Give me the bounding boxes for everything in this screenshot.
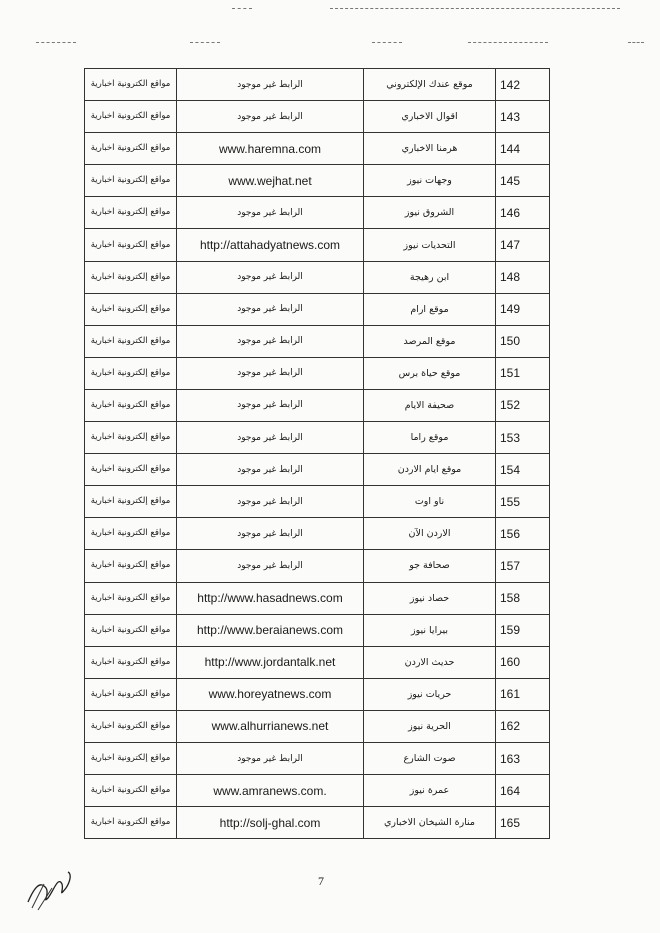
site-name: الشروق نيوز <box>364 197 496 229</box>
site-name: حديث الاردن <box>364 646 496 678</box>
table-row <box>85 518 550 550</box>
site-link: الرابط غير موجود <box>177 325 364 357</box>
site-category: مواقع الكترونية اخبارية <box>85 710 177 742</box>
site-name: الاردن الآن <box>364 518 496 550</box>
table-row <box>85 646 550 678</box>
site-link: www.alhurrianews.net <box>177 710 364 742</box>
site-category: مواقع إلكترونية اخبارية <box>85 261 177 293</box>
table-row <box>85 614 550 646</box>
row-number: 160 <box>496 646 550 678</box>
site-category: مواقع إلكترونية اخبارية <box>85 486 177 518</box>
site-category: مواقع إلكترونية اخبارية <box>85 742 177 774</box>
site-category: مواقع الكترونية اخبارية <box>85 614 177 646</box>
site-link: www.haremna.com <box>177 133 364 165</box>
table-row <box>85 165 550 197</box>
row-number: 157 <box>496 550 550 582</box>
site-name: موقع ايام الاردن <box>364 454 496 486</box>
row-number: 145 <box>496 165 550 197</box>
site-name: الحرية نيوز <box>364 710 496 742</box>
site-link: www.amranews.com. <box>177 775 364 807</box>
row-number: 148 <box>496 261 550 293</box>
site-category: مواقع الكترونية اخبارية <box>85 389 177 421</box>
site-category: مواقع إلكترونية اخبارية <box>85 550 177 582</box>
site-link: http://www.hasadnews.com <box>177 582 364 614</box>
site-name: هرمنا الاخباري <box>364 133 496 165</box>
row-number: 165 <box>496 807 550 839</box>
site-category: مواقع الكترونية اخبارية <box>85 775 177 807</box>
row-number: 142 <box>496 69 550 101</box>
site-name: موقع حياة برس <box>364 357 496 389</box>
site-name: وجهات نيوز <box>364 165 496 197</box>
site-name: ناو اوت <box>364 486 496 518</box>
site-category: مواقع الكترونية اخبارية <box>85 325 177 357</box>
row-number: 155 <box>496 486 550 518</box>
site-category: مواقع الكترونية اخبارية <box>85 582 177 614</box>
table-body <box>85 69 550 839</box>
row-number: 164 <box>496 775 550 807</box>
site-name: صحيفة الايام <box>364 389 496 421</box>
site-link: الرابط غير موجود <box>177 293 364 325</box>
table-row <box>85 101 550 133</box>
site-name: بيرايا نيوز <box>364 614 496 646</box>
table-row <box>85 261 550 293</box>
site-link: http://attahadyatnews.com <box>177 229 364 261</box>
site-category: مواقع إلكترونية اخبارية <box>85 165 177 197</box>
table-row <box>85 775 550 807</box>
table-row <box>85 422 550 454</box>
handwritten-signature <box>22 858 82 918</box>
page-number: 7 <box>318 874 324 888</box>
site-link: www.horeyatnews.com <box>177 678 364 710</box>
row-number: 161 <box>496 678 550 710</box>
site-category: مواقع الكترونية اخبارية <box>85 518 177 550</box>
table-row <box>85 357 550 389</box>
site-name: صوت الشارع <box>364 742 496 774</box>
row-number: 153 <box>496 422 550 454</box>
site-name: حصاد نيوز <box>364 582 496 614</box>
site-name: موقع ارام <box>364 293 496 325</box>
site-category: مواقع إلكترونية اخبارية <box>85 357 177 389</box>
site-category: مواقع الكترونية اخبارية <box>85 807 177 839</box>
table-row <box>85 807 550 839</box>
site-category: مواقع الكترونية اخبارية <box>85 133 177 165</box>
site-category: مواقع إلكترونية اخبارية <box>85 197 177 229</box>
table-row <box>85 550 550 582</box>
site-link: الرابط غير موجود <box>177 69 364 101</box>
site-category: مواقع إلكترونية اخبارية <box>85 293 177 325</box>
site-link: http://www.jordantalk.net <box>177 646 364 678</box>
row-number: 162 <box>496 710 550 742</box>
site-name: ابن رهيجة <box>364 261 496 293</box>
row-number: 146 <box>496 197 550 229</box>
site-link: الرابط غير موجود <box>177 550 364 582</box>
row-number: 150 <box>496 325 550 357</box>
site-name: موقع راما <box>364 422 496 454</box>
site-name: اقوال الاخباري <box>364 101 496 133</box>
site-link: الرابط غير موجود <box>177 454 364 486</box>
table-row <box>85 582 550 614</box>
row-number: 156 <box>496 518 550 550</box>
site-name: منارة الشيخان الاخباري <box>364 807 496 839</box>
site-category: مواقع الكترونية اخبارية <box>85 101 177 133</box>
site-link: الرابط غير موجود <box>177 422 364 454</box>
table-row <box>85 742 550 774</box>
table-row <box>85 710 550 742</box>
site-name: عمرة نيوز <box>364 775 496 807</box>
table-row <box>85 229 550 261</box>
site-category: مواقع الكترونية اخبارية <box>85 69 177 101</box>
site-category: مواقع الكترونية اخبارية <box>85 454 177 486</box>
table-row <box>85 293 550 325</box>
table-row <box>85 389 550 421</box>
site-link: الرابط غير موجود <box>177 486 364 518</box>
row-number: 152 <box>496 389 550 421</box>
site-name: موقع المرصد <box>364 325 496 357</box>
site-link: الرابط غير موجود <box>177 742 364 774</box>
site-link: www.wejhat.net <box>177 165 364 197</box>
site-link: الرابط غير موجود <box>177 261 364 293</box>
table-row <box>85 486 550 518</box>
site-link: الرابط غير موجود <box>177 357 364 389</box>
site-name: التحديات نيوز <box>364 229 496 261</box>
row-number: 158 <box>496 582 550 614</box>
site-category: مواقع الكترونية اخبارية <box>85 678 177 710</box>
site-name: صحافة جو <box>364 550 496 582</box>
table-row <box>85 325 550 357</box>
site-link: http://www.beraianews.com <box>177 614 364 646</box>
site-name: حريات نيوز <box>364 678 496 710</box>
table-row <box>85 454 550 486</box>
site-name: موقع عندك الإلكتروني <box>364 69 496 101</box>
site-link: الرابط غير موجود <box>177 389 364 421</box>
site-link: الرابط غير موجود <box>177 518 364 550</box>
table-row <box>85 197 550 229</box>
site-link: الرابط غير موجود <box>177 101 364 133</box>
table-row <box>85 133 550 165</box>
row-number: 147 <box>496 229 550 261</box>
row-number: 149 <box>496 293 550 325</box>
row-number: 154 <box>496 454 550 486</box>
row-number: 144 <box>496 133 550 165</box>
row-number: 151 <box>496 357 550 389</box>
site-link: الرابط غير موجود <box>177 197 364 229</box>
row-number: 143 <box>496 101 550 133</box>
table-row <box>85 69 550 101</box>
site-category: مواقع الكترونية اخبارية <box>85 646 177 678</box>
site-category: مواقع إلكترونية اخبارية <box>85 422 177 454</box>
site-link: http://solj-ghal.com <box>177 807 364 839</box>
row-number: 163 <box>496 742 550 774</box>
site-category: مواقع إلكترونية اخبارية <box>85 229 177 261</box>
news-sites-table <box>84 68 550 839</box>
table-row <box>85 678 550 710</box>
row-number: 159 <box>496 614 550 646</box>
